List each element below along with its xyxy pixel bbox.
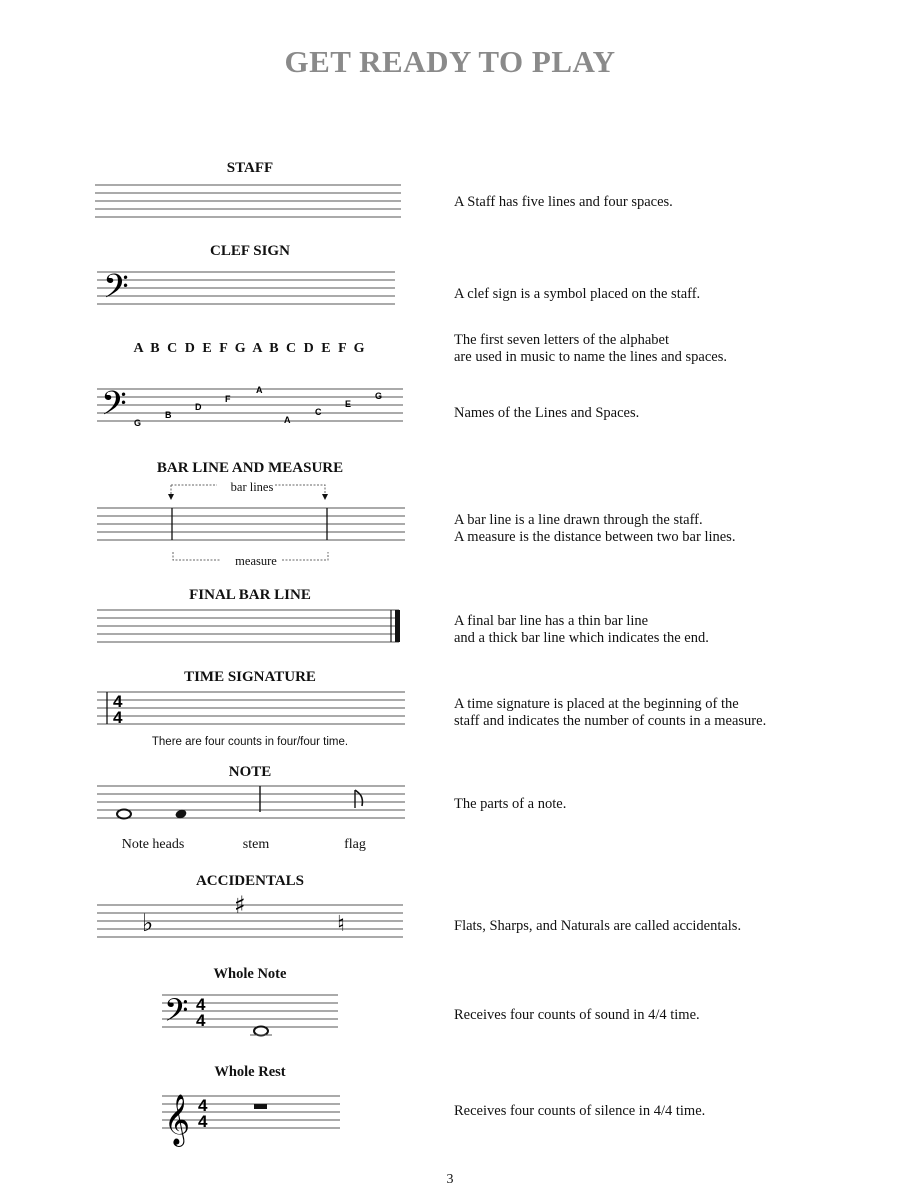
page-title: GET READY TO PLAY bbox=[284, 44, 616, 79]
time-signature-caption: There are four counts in four/four time. bbox=[151, 736, 349, 748]
clef-staff-diagram bbox=[97, 268, 395, 314]
note-letter-a-low: A bbox=[284, 415, 291, 425]
staff-heading: STAFF bbox=[226, 160, 274, 176]
time-sig-denominator: 4 bbox=[113, 708, 123, 727]
whole-note-description: Receives four counts of sound in 4/4 time. bbox=[454, 1007, 700, 1023]
time-sig-numerator: 4 bbox=[113, 692, 123, 711]
whole-rest-icon bbox=[254, 1104, 267, 1109]
note-letter-g-high: G bbox=[375, 391, 383, 401]
alphabet-description-line1: The first seven letters of the alphabet bbox=[454, 332, 670, 348]
whole-note-heading: Whole Note bbox=[213, 966, 287, 982]
accidentals-description: Flats, Sharps, and Naturals are called accidentals. bbox=[454, 918, 742, 934]
note-letter-f: F bbox=[225, 394, 231, 404]
flag-label: flag bbox=[344, 837, 366, 852]
accidentals-heading: ACCIDENTALS bbox=[195, 873, 305, 889]
note-heads-label: Note heads bbox=[121, 837, 185, 852]
final-bar-description-line2: and a thick bar line which indicates the end. bbox=[454, 630, 709, 646]
whole-rest-staff bbox=[162, 1088, 340, 1146]
whole-rest-description: Receives four counts of silence in 4/4 time. bbox=[454, 1103, 706, 1119]
whole-rest-time-denominator: 4 bbox=[198, 1112, 208, 1131]
bass-clef-icon: 𝄢 bbox=[103, 268, 129, 314]
staff-diagram bbox=[95, 183, 401, 219]
whole-note-time-denominator: 4 bbox=[196, 1011, 206, 1030]
measure-label: measure bbox=[235, 554, 277, 568]
note-letter-g-low: G bbox=[134, 418, 142, 428]
whole-note-time-numerator: 4 bbox=[196, 995, 206, 1014]
natural-icon: ♮ bbox=[337, 912, 345, 937]
flag-icon bbox=[355, 790, 362, 808]
treble-clef-icon: 𝄞 bbox=[164, 1094, 191, 1145]
lines-spaces-description: Names of the Lines and Spaces. bbox=[454, 405, 640, 421]
bar-line-description-line2: A measure is the distance between two bar lines. bbox=[454, 529, 736, 545]
alphabet-description-line2: are used in music to name the lines and spaces. bbox=[454, 349, 728, 365]
bar-line-heading: BAR LINE AND MEASURE bbox=[156, 460, 344, 476]
whole-note-icon bbox=[250, 1027, 272, 1036]
note-letter-a-high: A bbox=[256, 385, 263, 395]
time-signature-description-line2: staff and indicates the number of counts in a measure. bbox=[454, 713, 767, 729]
clef-sign-description: A clef sign is a symbol placed on the staff. bbox=[454, 286, 701, 302]
final-bar-staff bbox=[97, 608, 403, 646]
bass-clef-icon: 𝄢 bbox=[101, 385, 127, 431]
bar-lines-label: bar lines bbox=[230, 480, 274, 494]
note-parts-staff bbox=[97, 784, 405, 824]
bar-line-description-line1: A bar line is a line drawn through the staff. bbox=[454, 512, 703, 528]
flat-icon: ♭ bbox=[142, 909, 154, 937]
note-letter-e: E bbox=[345, 399, 352, 409]
final-bar-description-line1: A final bar line has a thin bar line bbox=[454, 613, 649, 629]
staff-description: A Staff has five lines and four spaces. bbox=[454, 194, 673, 210]
bass-clef-icon: 𝄢 bbox=[164, 992, 189, 1036]
whole-rest-heading: Whole Rest bbox=[214, 1064, 286, 1080]
sharp-icon: ♯ bbox=[234, 891, 246, 919]
note-description: The parts of a note. bbox=[454, 796, 567, 812]
alphabet-letters: A B C D E F G A B C D E F G bbox=[133, 341, 367, 356]
note-letter-d: D bbox=[195, 402, 202, 412]
open-note-head-icon bbox=[117, 810, 131, 819]
whole-rest-time-numerator: 4 bbox=[198, 1096, 208, 1115]
whole-note-staff bbox=[162, 993, 338, 1039]
page-number: 3 bbox=[446, 1172, 454, 1187]
stem-label: stem bbox=[242, 837, 270, 852]
note-letter-b: B bbox=[165, 410, 172, 420]
time-signature-staff bbox=[97, 690, 405, 730]
accidentals-staff bbox=[97, 891, 403, 943]
note-heading: NOTE bbox=[228, 764, 272, 780]
time-signature-heading: TIME SIGNATURE bbox=[184, 669, 316, 685]
final-bar-heading: FINAL BAR LINE bbox=[189, 587, 311, 603]
bar-line-staff bbox=[97, 506, 405, 546]
lines-spaces-staff bbox=[97, 385, 403, 433]
clef-sign-heading: CLEF SIGN bbox=[210, 243, 290, 259]
time-signature-description-line1: A time signature is placed at the beginning of the bbox=[454, 696, 739, 712]
note-letter-c: C bbox=[315, 407, 322, 417]
